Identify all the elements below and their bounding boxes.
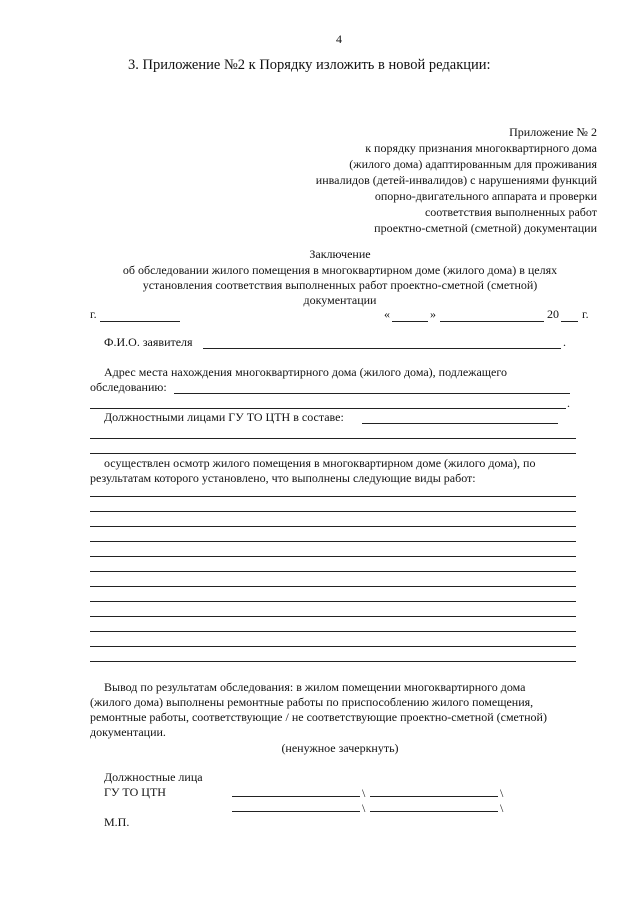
quote-close: » [430, 307, 436, 321]
verdict-text: (жилого дома) выполнены ремонтные работы по приспособлению жилого помещения, [90, 695, 534, 709]
works-line[interactable] [90, 616, 576, 617]
conclusion-subtitle: об обследовании жилого помещения в многоквартирном доме (жилого дома) в целях [122, 263, 558, 277]
conclusion-subtitle: документации [303, 293, 377, 307]
verdict-text: Вывод по результатам обследования: в жилом помещении многоквартирного дома [104, 680, 526, 694]
page-number: 4 [336, 32, 342, 46]
month-field[interactable] [440, 321, 544, 322]
address-label: обследованию: [90, 380, 167, 394]
address-period: . [567, 396, 570, 410]
signature-separator: \ [500, 801, 504, 815]
appendix-line: соответствия выполненных работ [424, 205, 597, 219]
signature-separator: \ [500, 786, 504, 800]
officials-field-line[interactable] [90, 453, 576, 454]
signature-separator: \ [362, 801, 366, 815]
applicant-period: . [563, 335, 566, 349]
applicant-field[interactable] [203, 348, 561, 349]
works-line[interactable] [90, 601, 576, 602]
appendix-line: опорно-двигательного аппарата и проверки [374, 189, 597, 203]
appendix-line: к порядку признания многоквартирного дома [365, 141, 597, 155]
appendix-line: (жилого дома) адаптированным для проживания [349, 157, 597, 171]
works-line[interactable] [90, 631, 576, 632]
works-line[interactable] [90, 646, 576, 647]
works-line[interactable] [90, 511, 576, 512]
year-prefix: 20 [547, 307, 559, 321]
appendix-line: инвалидов (детей-инвалидов) с нарушениями функций [315, 173, 597, 187]
quote-open: « [384, 307, 390, 321]
officials-sign-label: ГУ ТО ЦТН [104, 785, 166, 799]
verdict-text: ремонтные работы, соответствующие / не соответствующие проектно-сметной (сметной) [90, 710, 547, 724]
signature-field[interactable] [232, 811, 360, 812]
works-line[interactable] [90, 661, 576, 662]
signature-separator: \ [362, 786, 366, 800]
conclusion-subtitle: установления соответствия выполненных работ проектно-сметной (сметной) [142, 278, 538, 292]
works-line[interactable] [90, 571, 576, 572]
applicant-label: Ф.И.О. заявителя [104, 335, 193, 349]
verdict-text: документации. [90, 725, 166, 739]
address-field[interactable] [174, 393, 570, 394]
inspection-text: осуществлен осмотр жилого помещения в многоквартирном доме (жилого дома), по [104, 456, 536, 470]
signature-field[interactable] [232, 796, 360, 797]
address-field-line[interactable] [90, 408, 566, 409]
inspection-text: результатам которого установлено, что выполнены следующие виды работ: [90, 471, 476, 485]
works-line[interactable] [90, 496, 576, 497]
address-label: Адрес места нахождения многоквартирного дома (жилого дома), подлежащего [104, 365, 507, 379]
works-line[interactable] [90, 541, 576, 542]
year-field[interactable] [561, 321, 578, 322]
name-field[interactable] [370, 811, 498, 812]
city-suffix: г. [90, 307, 97, 321]
stamp-label: М.П. [104, 815, 130, 829]
works-line[interactable] [90, 586, 576, 587]
appendix-line: проектно-сметной (сметной) документации [374, 221, 597, 235]
officials-sign-label: Должностные лица [104, 770, 203, 784]
appendix-title: Приложение № 2 [509, 125, 597, 139]
strike-note: (ненужное зачеркнуть) [281, 741, 399, 755]
city-field[interactable] [100, 321, 180, 322]
name-field[interactable] [370, 796, 498, 797]
works-line[interactable] [90, 526, 576, 527]
year-suffix: г. [582, 307, 589, 321]
works-line[interactable] [90, 556, 576, 557]
amendment-heading: 3. Приложение №2 к Порядку изложить в новой редакции: [128, 57, 491, 73]
day-field[interactable] [392, 321, 428, 322]
conclusion-title: Заключение [309, 247, 371, 261]
officials-label: Должностными лицами ГУ ТО ЦТН в составе: [104, 410, 344, 424]
officials-field-line[interactable] [90, 438, 576, 439]
officials-field[interactable] [362, 423, 558, 424]
